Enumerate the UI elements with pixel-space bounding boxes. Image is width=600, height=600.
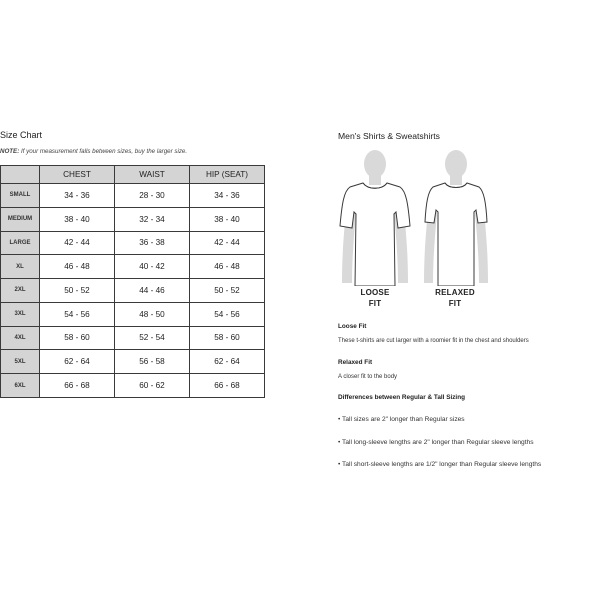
table-row bbox=[1, 231, 265, 255]
table-row bbox=[1, 374, 265, 398]
size-label: 6XL bbox=[1, 374, 40, 398]
size-label: MEDIUM bbox=[1, 207, 40, 231]
hip-cell: 50 - 52 bbox=[190, 279, 265, 303]
header-waist: WAIST bbox=[115, 166, 190, 184]
size-label: 2XL bbox=[1, 279, 40, 303]
loose-fit-label-line1: LOOSE bbox=[360, 288, 390, 297]
waist-cell: 28 - 30 bbox=[115, 184, 190, 208]
chest-cell: 66 - 68 bbox=[40, 374, 115, 398]
waist-cell: 52 - 54 bbox=[115, 326, 190, 350]
waist-cell: 60 - 62 bbox=[115, 374, 190, 398]
chest-cell: 46 - 48 bbox=[40, 255, 115, 279]
chest-cell: 62 - 64 bbox=[40, 350, 115, 374]
table-row bbox=[1, 326, 265, 350]
size-label: SMALL bbox=[1, 184, 40, 208]
waist-cell: 56 - 58 bbox=[115, 350, 190, 374]
loose-fit-description: These t-shirts are cut larger with a roomier fit in the chest and shoulders bbox=[338, 338, 529, 344]
fit-guide-title: Men's Shirts & Sweatshirts bbox=[338, 131, 440, 141]
table-row bbox=[1, 279, 265, 303]
waist-cell: 48 - 50 bbox=[115, 302, 190, 326]
hip-cell: 66 - 68 bbox=[190, 374, 265, 398]
loose-fit-label-line2: FIT bbox=[368, 299, 382, 308]
loose-fit-heading: Loose Fit bbox=[338, 323, 367, 330]
size-label: XL bbox=[1, 255, 40, 279]
chest-cell: 58 - 60 bbox=[40, 326, 115, 350]
chest-cell: 54 - 56 bbox=[40, 302, 115, 326]
loose-fit-shirt-icon bbox=[340, 150, 410, 286]
note-text: If your measurement falls between sizes, buy the larger size. bbox=[19, 148, 188, 155]
loose-fit-label bbox=[345, 287, 405, 309]
relaxed-fit-description: A closer fit to the body bbox=[338, 374, 398, 380]
relaxed-fit-label-line2: FIT bbox=[448, 299, 462, 308]
tall-sizing-bullet: • Tall short-sleeve lengths are 1/2" longer than Regular sleeve lengths bbox=[338, 461, 542, 468]
waist-cell: 32 - 34 bbox=[115, 207, 190, 231]
header-hip: HIP (SEAT) bbox=[190, 166, 265, 184]
relaxed-fit-shirt-icon bbox=[424, 150, 488, 286]
size-label: 3XL bbox=[1, 302, 40, 326]
chest-cell: 34 - 36 bbox=[40, 184, 115, 208]
table-row bbox=[1, 207, 265, 231]
tall-sizing-bullet: • Tall long-sleeve lengths are 2" longer than Regular sleeve lengths bbox=[338, 439, 534, 446]
size-label: 5XL bbox=[1, 350, 40, 374]
waist-cell: 44 - 46 bbox=[115, 279, 190, 303]
tall-sizing-bullet: • Tall sizes are 2" longer than Regular sizes bbox=[338, 416, 465, 423]
hip-cell: 42 - 44 bbox=[190, 231, 265, 255]
relaxed-fit-label bbox=[425, 287, 485, 309]
size-label: LARGE bbox=[1, 231, 40, 255]
table-row bbox=[1, 350, 265, 374]
chest-cell: 50 - 52 bbox=[40, 279, 115, 303]
table-header-row bbox=[1, 166, 265, 184]
relaxed-fit-heading: Relaxed Fit bbox=[338, 359, 373, 366]
size-table bbox=[0, 165, 265, 398]
hip-cell: 54 - 56 bbox=[190, 302, 265, 326]
size-chart-title: Size Chart bbox=[0, 130, 43, 140]
header-corner-cell bbox=[1, 166, 40, 184]
relaxed-fit-label-line1: RELAXED bbox=[435, 288, 475, 297]
chest-cell: 38 - 40 bbox=[40, 207, 115, 231]
hip-cell: 58 - 60 bbox=[190, 326, 265, 350]
header-chest: CHEST bbox=[40, 166, 115, 184]
hip-cell: 62 - 64 bbox=[190, 350, 265, 374]
tall-sizing-heading: Differences between Regular & Tall Sizing bbox=[338, 394, 466, 401]
size-note bbox=[0, 148, 187, 155]
size-label: 4XL bbox=[1, 326, 40, 350]
waist-cell: 40 - 42 bbox=[115, 255, 190, 279]
hip-cell: 46 - 48 bbox=[190, 255, 265, 279]
hip-cell: 34 - 36 bbox=[190, 184, 265, 208]
fit-figures bbox=[330, 148, 500, 286]
waist-cell: 36 - 38 bbox=[115, 231, 190, 255]
chest-cell: 42 - 44 bbox=[40, 231, 115, 255]
table-row bbox=[1, 255, 265, 279]
table-row bbox=[1, 184, 265, 208]
hip-cell: 38 - 40 bbox=[190, 207, 265, 231]
note-label: NOTE: bbox=[0, 148, 20, 155]
table-row bbox=[1, 302, 265, 326]
